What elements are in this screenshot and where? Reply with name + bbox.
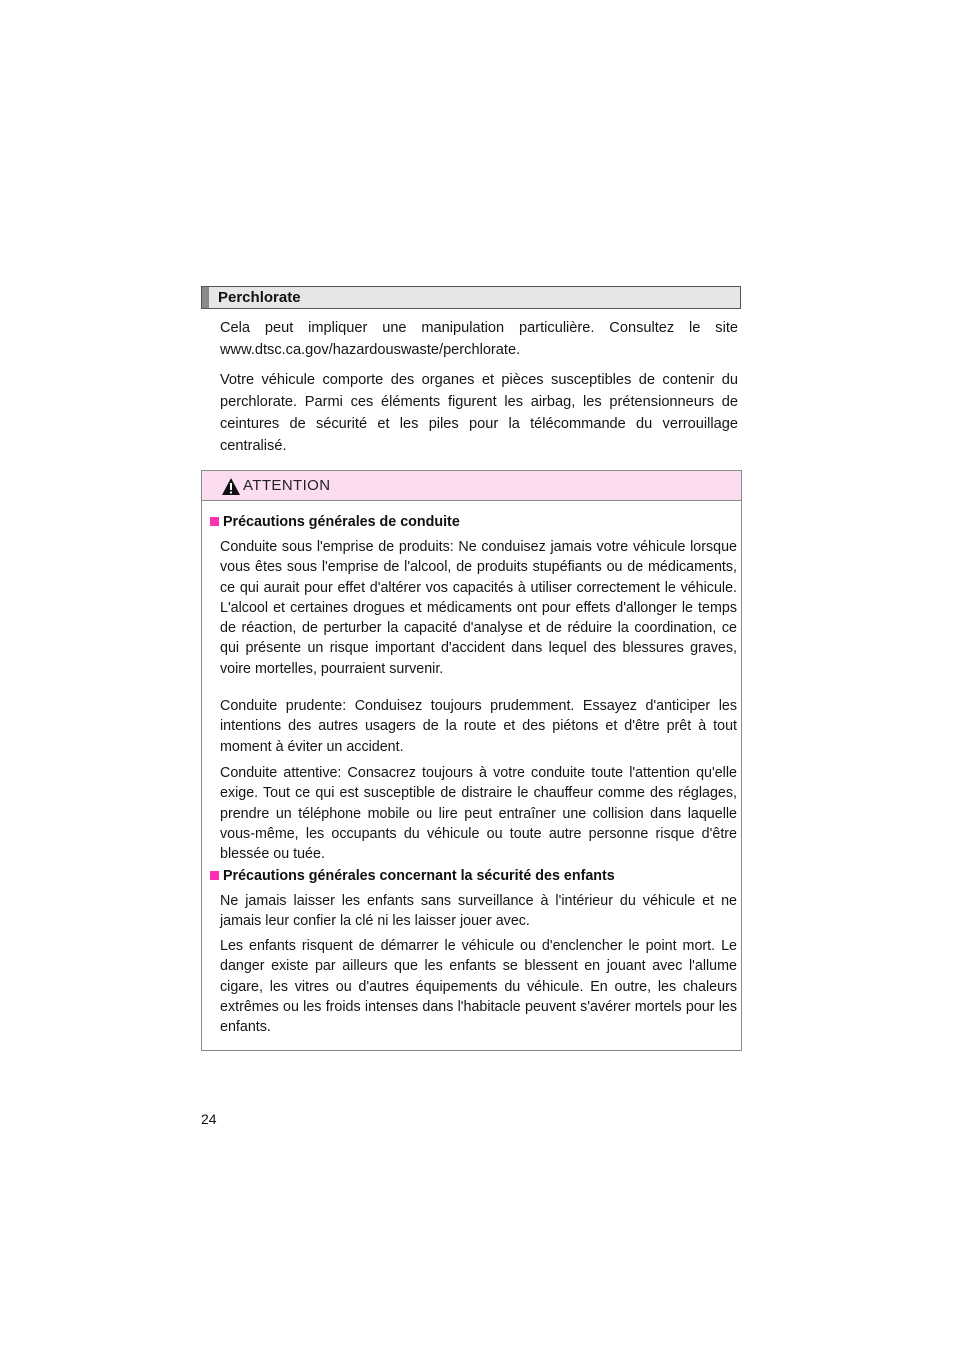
- attention-paragraph: Conduite sous l'emprise de produits: Ne conduisez jamais votre véhicule lorsque vous êtes sous l'emprise de l'alcool, de produits stupéfiants ou de médicaments, ce qui aurait pour effet d'altérer vos capacités à utiliser correctement le véhicule. L'alcool et certaines drogues et médicaments ont pour effets d'allonger le temps de réaction, de perturber la capacité d'analyse et de réduire la coordination, ce qui présente un risque important d'accident dans lequel des blessures graves, voire mortelles, pourraient survenir.: [220, 539, 737, 677]
- warning-triangle-icon: [221, 477, 241, 496]
- section-header-bar: [202, 287, 209, 308]
- bullet-heading: [210, 514, 740, 530]
- attention-header: [202, 471, 741, 501]
- attention-paragraph: Les enfants risquent de démarrer le véhicule ou d'enclencher le point mort. Le danger existe par ailleurs que les enfants se blessent en jouant avec l'allume cigare, les vitres ou d'autres équipements du véhicule. En outre, les chaleurs extrêmes ou les froids intenses dans l'habitacle peuvent s'avérer mortels pour les enfants.: [220, 938, 737, 1036]
- page-number: 24: [201, 1111, 217, 1127]
- body-paragraph: Cela peut impliquer une manipulation particulière. Consultez le site www.dtsc.ca.gov/hazardouswaste/perchlorate.: [220, 320, 738, 358]
- attention-paragraph: Ne jamais laisser les enfants sans surveillance à l'intérieur du véhicule et ne jamais leur confier la clé ni les laisser jouer avec.: [220, 893, 737, 930]
- bullet-heading-text: Précautions générales concernant la sécurité des enfants: [223, 868, 615, 884]
- attention-paragraph: Conduite attentive: Consacrez toujours à votre conduite toute l'attention qu'elle exige. Tout ce qui est susceptible de distraire le chauffeur comme des réglages, prendre un téléphone mobile ou lire peut entraîner une collision dans laquelle vous-même, les occupants du véhicule ou toute autre personne risque d'être blessée ou tuée.: [220, 765, 737, 863]
- body-paragraph: Votre véhicule comporte des organes et pièces susceptibles de contenir du perchlorate. Parmi ces éléments figurent les airbag, les prétensionneurs de ceintures de sécurité et les piles pour la télécommande du verrouillage centralisé.: [220, 372, 738, 454]
- bullet-heading-text: Précautions générales de conduite: [223, 514, 460, 530]
- attention-paragraph: Conduite prudente: Conduisez toujours prudemment. Essayez d'anticiper les intentions des autres usagers de la route et des piétons et d'être prêt à tout moment à éviter un accident.: [220, 698, 737, 755]
- attention-title: ATTENTION: [243, 477, 331, 494]
- section-title: Perchlorate: [218, 289, 301, 306]
- section-header: [201, 286, 741, 309]
- bullet-heading: [210, 868, 740, 884]
- bullet-square-icon: [210, 871, 219, 880]
- bullet-square-icon: [210, 517, 219, 526]
- attention-box: [201, 470, 742, 1051]
